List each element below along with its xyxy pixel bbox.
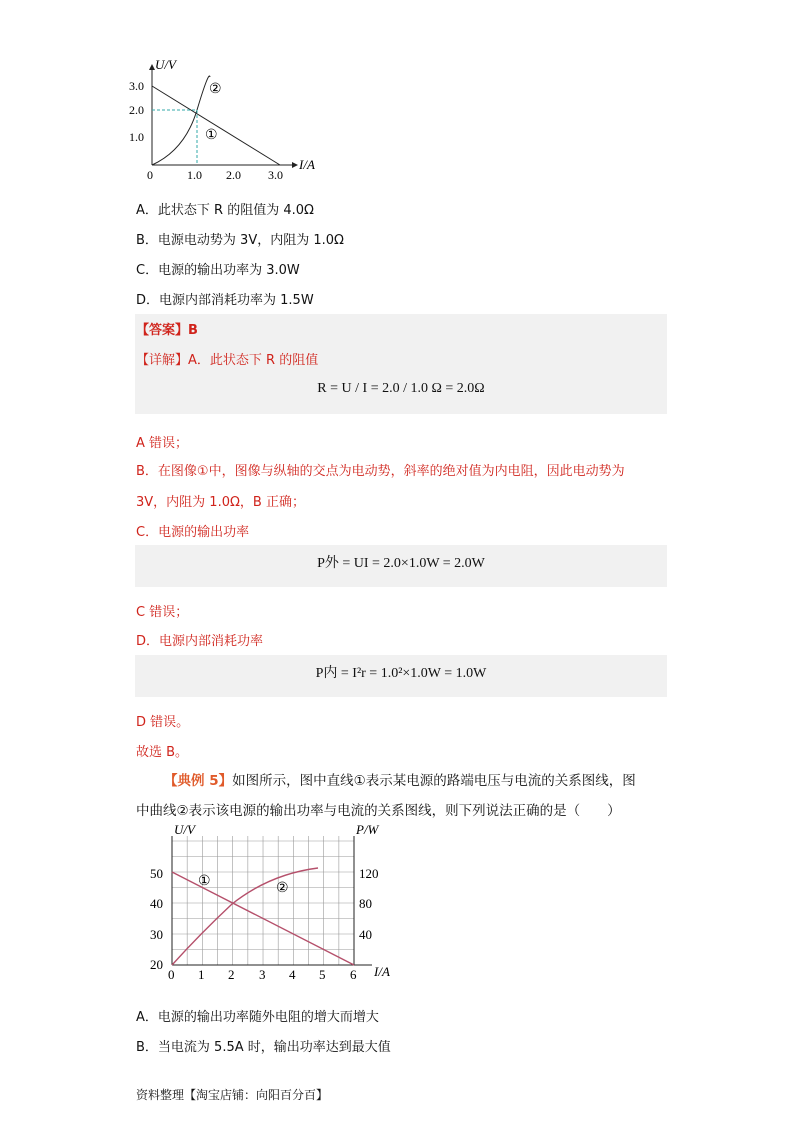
curve-2-label: ② [209, 82, 222, 97]
y-right-tick: 120 [359, 866, 379, 881]
example-text-1: 如图所示，图中直线①表示某电源的路端电压与电流的关系图线，图 [232, 773, 636, 789]
option-c: C．电源的输出功率为 3.0W [136, 263, 300, 278]
formula-3: P内 = I²r = 1.0²×1.0W = 1.0W [315, 666, 487, 681]
detail-head: 【详解】A．此状态下 R 的阻值 [136, 353, 319, 368]
x-tick: 4 [289, 967, 296, 982]
grid [172, 836, 354, 965]
y-right-label: P/W [356, 822, 379, 837]
x-tick: 3 [259, 967, 266, 982]
x-axis-label: I/A [374, 964, 390, 979]
a-wrong: A 错误； [136, 436, 189, 451]
option-2b: B．当电流为 5.5A 时，输出功率达到最大值 [136, 1040, 391, 1055]
formula-2: P外 = UI = 2.0×1.0W = 2.0W [317, 556, 485, 571]
x-tick: 2 [228, 967, 235, 982]
x-tick: 1.0 [187, 168, 202, 182]
footer-text: 资料整理【淘宝店铺：向阳百分百】 [136, 1088, 329, 1102]
line-2-label: ② [276, 881, 289, 896]
example-text-2: 中曲线②表示该电源的输出功率与电流的关系图线，则下列说法正确的是（ ） [136, 803, 621, 819]
x-tick: 1 [198, 967, 205, 982]
option-2a: A．电源的输出功率随外电阻的增大而增大 [136, 1010, 379, 1025]
y-left-tick: 40 [150, 896, 163, 911]
y-right-tick: 40 [359, 927, 372, 942]
graph-2 [140, 822, 410, 982]
option-b: B．电源电动势为 3V，内阻为 1.0Ω [136, 233, 344, 248]
graph-1 [125, 55, 325, 185]
example-tag: 【典例 5】 [164, 773, 233, 789]
line-1-label: ① [198, 874, 211, 889]
y-tick: 3.0 [129, 79, 144, 93]
c-head: C．电源的输出功率 [136, 525, 250, 540]
option-a: A．此状态下 R 的阻值为 4.0Ω [136, 203, 314, 218]
x-tick: 5 [319, 967, 326, 982]
example-line-1 [164, 769, 636, 789]
x-tick: 3.0 [268, 168, 283, 182]
y-tick: 2.0 [129, 103, 144, 117]
formula-1: R = U / I = 2.0 / 1.0 Ω = 2.0Ω [317, 381, 485, 396]
x-tick: 2.0 [226, 168, 241, 182]
y-axis-label: U/V [155, 57, 176, 72]
x-tick: 0 [168, 967, 175, 982]
x-axis-label: I/A [299, 157, 315, 172]
x-tick: 0 [147, 168, 153, 182]
b-line-2: 3V，内阻为 1.0Ω，B 正确； [136, 495, 305, 510]
y-tick: 1.0 [129, 130, 144, 144]
option-d: D．电源内部消耗功率为 1.5W [136, 293, 314, 308]
answer-label: 【答案】B [136, 323, 198, 338]
b-line-1: B．在图像①中，图像与纵轴的交点为电动势，斜率的绝对值为内电阻，因此电动势为 [136, 464, 625, 479]
curve-2 [152, 76, 210, 165]
y-left-tick: 50 [150, 866, 163, 881]
y-left-tick: 30 [150, 927, 163, 942]
y-right-tick: 80 [359, 896, 372, 911]
curve-1-label: ① [205, 128, 218, 143]
d-wrong: D 错误。 [136, 715, 190, 730]
d-head: D．电源内部消耗功率 [136, 634, 264, 649]
y-left-label: U/V [174, 822, 195, 837]
c-wrong: C 错误； [136, 605, 189, 620]
y-left-tick: 20 [150, 957, 163, 972]
choose-line: 故选 B。 [136, 745, 189, 760]
x-tick: 6 [350, 967, 357, 982]
